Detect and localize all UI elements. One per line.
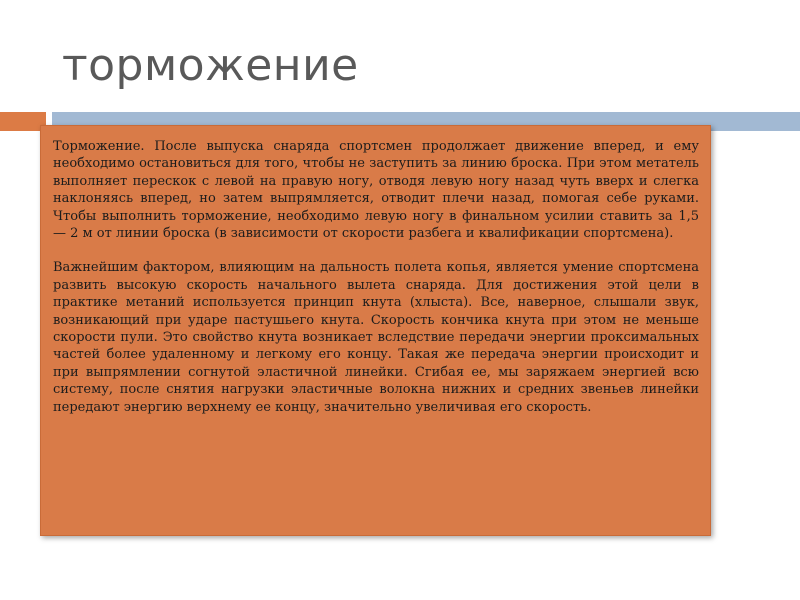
content-box <box>40 125 711 536</box>
slide-title: торможение <box>62 40 359 91</box>
paragraph-whip-principle: Важнейшим фактором, влияющим на дальность полета копья, является умение спортсмена развить высокую скорость начального вылета снаряда. Для достижения этой цели в практике метаний используется принцип кнута (хлыста). Все, наверное, слышали звук, возникающий при ударе пастушьего кнута. Скорость кончика кнута при этом не меньше скорости пули. Это свойство кнута возникает вследствие передачи энергии проксимальных частей более удаленному и легкому его концу. Такая же передача энергии происходит и при выпрямлении согнутой эластичной линейки. Сгибая ее, мы заряжаем энергией всю систему, после снятия нагрузки эластичные волокна нижних и средних звеньев линейки передают энергию верхнему ее концу, значительно увеличивая его скорость. <box>53 260 699 415</box>
paragraph-braking: Торможение. После выпуска снаряда спортсмен продолжает движение вперед, и ему необходимо остановиться для того, чтобы не заступить за линию броска. При этом метатель выполняет перескок с левой на правую ногу, отводя левую ногу назад чуть вверх и слегка наклоняясь вперед, но затем выпрямляется, отводит плечи назад, помогая себе руками. Чтобы выполнить торможение, необходимо левую ногу в финальном усилии ставить за 1,5 — 2 м от линии броска (в зависимости от скорости разбега и квалификации спортсмена). <box>53 139 699 242</box>
content-text <box>53 138 699 416</box>
